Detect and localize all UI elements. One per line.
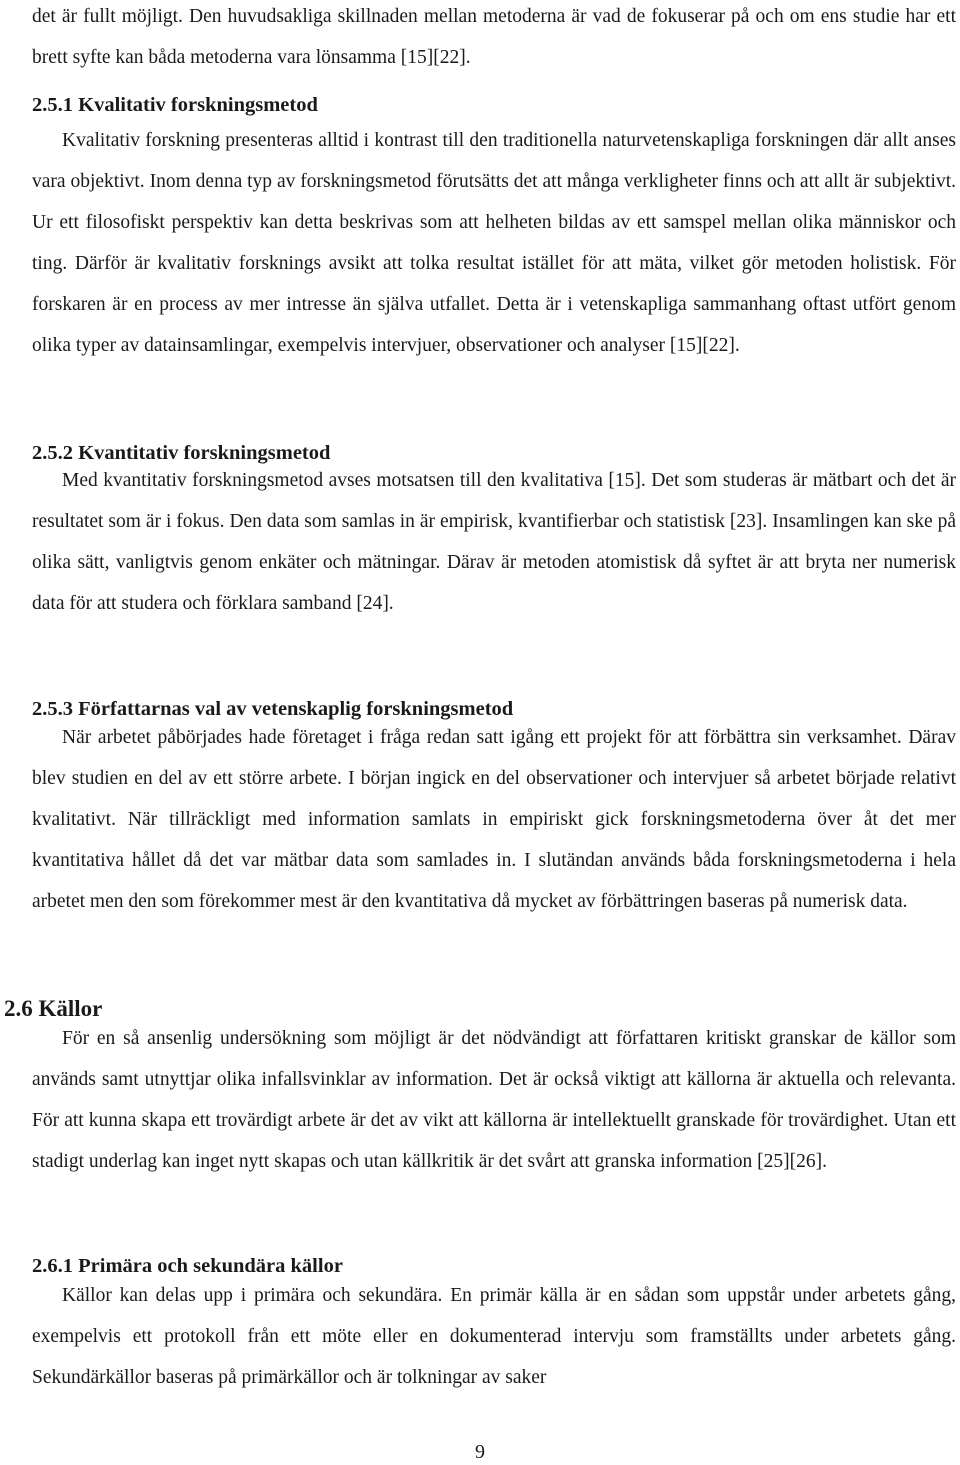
paragraph-2-6: För en så ansenlig undersökning som möjligt är det nödvändigt att författaren kritiskt granskar de källor som används samt utnyttjar olika infallsvinklar av information. Det är också viktigt att källorna är aktuella och relevanta. För att kunna skapa ett trovärdigt arbete är det av vikt att källorna är intellektuellt granskade för trovärdighet. Utan ett stadigt underlag kan inget nytt skapas och utan källkritik är det svårt att granska information [25][26]. bbox=[32, 1028, 956, 1172]
paragraph-2-6-1: Källor kan delas upp i primära och sekundära. En primär källa är en sådan som uppstår under arbetets gång, exempelvis ett protokoll från ett möte eller en dokumenterad intervju som framställts under arbetets gång. Sekundärkällor baseras på primärkällor och är tolkningar av saker bbox=[32, 1285, 956, 1388]
page-number: 9 bbox=[475, 1441, 485, 1463]
heading-2-5-1: 2.5.1 Kvalitativ forskningsmetod bbox=[32, 94, 318, 116]
heading-2-6-1: 2.6.1 Primära och sekundära källor bbox=[32, 1255, 343, 1277]
paragraph-2-5-2: Med kvantitativ forskningsmetod avses motsatsen till den kvalitativa [15]. Det som studeras är mätbart och det är resultatet som är i fokus. Den data som samlas in är empirisk, kvantifierbar och statistisk [23]. Insamlingen kan ske på olika sätt, vanligtvis genom enkäter och mätningar. Därav är metoden atomistisk då syftet är att bryta ner numerisk data för att studera och förklara samband [24]. bbox=[32, 470, 956, 614]
paragraph-2-5-1: Kvalitativ forskning presenteras alltid i kontrast till den traditionella naturvetenskapliga forskningen där allt anses vara objektivt. Inom denna typ av forskningsmetod förutsätts det att många verkligheter finns och att allt är subjektivt. Ur ett filosofiskt perspektiv kan detta beskrivas som att helheten bildas av ett samspel mellan olika människor och ting. Därför är kvalitativ forsknings avsikt att tolka resultat istället för att mäta, vilket gör metoden holistisk. För forskaren är en process av mer intresse än själva utfallet. Detta är i vetenskapliga sammanhang oftast utfört genom olika typer av datainsamlingar, exempelvis intervjuer, observationer och analyser [15][22]. bbox=[32, 130, 956, 356]
paragraph-2-5-3: När arbetet påbörjades hade företaget i fråga redan satt igång ett projekt för att förbättra sin verksamhet. Därav blev studien en del av ett större arbete. I början ingick en del observationer och intervjuer så arbetet började relativt kvalitativt. När tillräckligt med information samlats in empiriskt gick forskningsmetoderna över åt det mer kvantitativa hållet då det var mätbar data som samlades in. I slutändan används båda forskningsmetoderna i hela arbetet men den som förekommer mest är den kvantitativa då mycket av förbättringen baseras på numerisk data. bbox=[32, 727, 956, 912]
intro-paragraph: det är fullt möjligt. Den huvudsakliga skillnaden mellan metoderna är vad de fokuserar på och om ens studie har ett brett syfte kan båda metoderna vara lönsamma [15][22]. bbox=[32, 6, 956, 68]
heading-2-6: 2.6 Källor bbox=[4, 996, 103, 1021]
heading-2-5-3: 2.5.3 Författarnas val av vetenskaplig forskningsmetod bbox=[32, 698, 514, 720]
heading-2-5-2: 2.5.2 Kvantitativ forskningsmetod bbox=[32, 442, 331, 464]
